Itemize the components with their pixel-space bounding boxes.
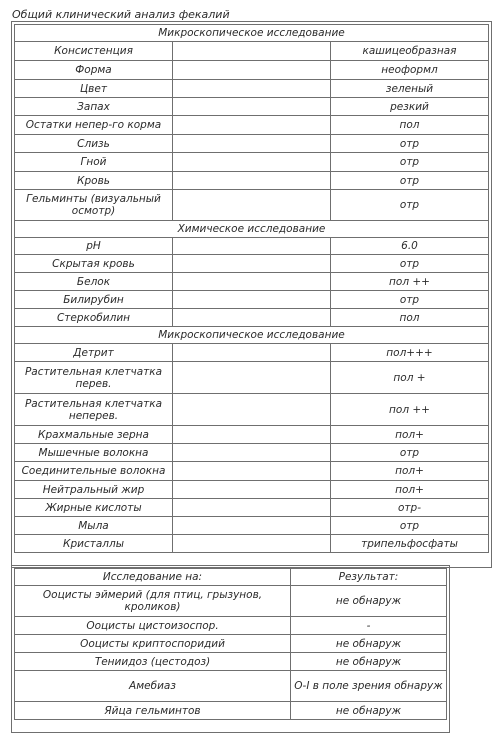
blank-cell	[173, 238, 331, 255]
parameter-name: Детрит	[15, 344, 173, 362]
parameter-value: 6.0	[331, 238, 489, 255]
table-row	[15, 172, 489, 190]
section-heading-row	[15, 327, 489, 344]
research-result: не обнаруж	[291, 653, 447, 671]
parameter-name: Слизь	[15, 135, 173, 153]
table-row	[15, 190, 489, 221]
table-row	[15, 61, 489, 80]
parameter-value: пол ++	[331, 273, 489, 291]
table-row	[15, 153, 489, 172]
parameter-name: Скрытая кровь	[15, 255, 173, 273]
blank-cell	[173, 444, 331, 462]
research-row	[15, 586, 447, 617]
table-row	[15, 394, 489, 426]
research-row	[15, 635, 447, 653]
parameter-name: Билирубин	[15, 291, 173, 309]
parameter-value: зеленый	[331, 80, 489, 98]
section-heading-row	[15, 25, 489, 42]
blank-cell	[173, 291, 331, 309]
parameter-value: отр	[331, 444, 489, 462]
table-row	[15, 462, 489, 481]
parameter-value: пол+	[331, 462, 489, 481]
blank-cell	[173, 98, 331, 116]
parameter-value: трипельфосфаты	[331, 535, 489, 553]
blank-cell	[173, 481, 331, 499]
blank-cell	[173, 462, 331, 481]
blank-cell	[173, 394, 331, 426]
research-name: Тениидоз (цестодоз)	[15, 653, 291, 671]
research-header-left: Исследование на:	[15, 569, 291, 586]
table-row	[15, 444, 489, 462]
parameter-name: Белок	[15, 273, 173, 291]
section-heading: Микроскопическое исследование	[15, 327, 489, 344]
parameter-value: пол+	[331, 481, 489, 499]
parameter-value: кашицеобразная	[331, 42, 489, 61]
parameter-value: пол+++	[331, 344, 489, 362]
table-row	[15, 42, 489, 61]
table-row	[15, 362, 489, 394]
parameter-value: пол +	[331, 362, 489, 394]
research-result: не обнаруж	[291, 702, 447, 720]
blank-cell	[173, 153, 331, 172]
blank-cell	[173, 499, 331, 517]
table-row	[15, 80, 489, 98]
parameter-name: Остатки непер-го корма	[15, 116, 173, 135]
parameter-name: Цвет	[15, 80, 173, 98]
research-result: не обнаруж	[291, 586, 447, 617]
parameter-value: отр	[331, 255, 489, 273]
analysis-table	[14, 24, 489, 553]
table-row	[15, 481, 489, 499]
research-row	[15, 671, 447, 702]
parameter-value: отр-	[331, 499, 489, 517]
parameter-name: Крахмальные зерна	[15, 426, 173, 444]
blank-cell	[173, 309, 331, 327]
parameter-value: отр	[331, 153, 489, 172]
parameter-name: Консистенция	[15, 42, 173, 61]
research-result: не обнаруж	[291, 635, 447, 653]
parameter-value: отр	[331, 135, 489, 153]
blank-cell	[173, 135, 331, 153]
parameter-value: неоформл	[331, 61, 489, 80]
research-name: Амебиаз	[15, 671, 291, 702]
blank-cell	[173, 255, 331, 273]
parameter-value: пол	[331, 309, 489, 327]
table-row	[15, 255, 489, 273]
research-name: Ооцисты криптоспоридий	[15, 635, 291, 653]
blank-cell	[173, 172, 331, 190]
page-title: Общий клинический анализ фекалий	[12, 8, 230, 21]
parameter-name: Соединительные волокна	[15, 462, 173, 481]
table-row	[15, 535, 489, 553]
parameter-name: Кровь	[15, 172, 173, 190]
blank-cell	[173, 273, 331, 291]
research-row	[15, 702, 447, 720]
table-row	[15, 116, 489, 135]
parameter-value: пол ++	[331, 394, 489, 426]
research-result: О-I в поле зрения обнаруж	[291, 671, 447, 702]
research-header-row	[15, 569, 447, 586]
parameter-value: пол+	[331, 426, 489, 444]
parameter-name: Растительная клетчатка неперев.	[15, 394, 173, 426]
parameter-name: Жирные кислоты	[15, 499, 173, 517]
parameter-name: Мыла	[15, 517, 173, 535]
parameter-value: отр	[331, 291, 489, 309]
table-row	[15, 98, 489, 116]
parameter-name: Мышечные волокна	[15, 444, 173, 462]
parameter-value: резкий	[331, 98, 489, 116]
blank-cell	[173, 42, 331, 61]
parameter-name: Кристаллы	[15, 535, 173, 553]
table-row	[15, 426, 489, 444]
research-header-right: Результат:	[291, 569, 447, 586]
parameter-name: Форма	[15, 61, 173, 80]
research-name: Ооцисты эймерий (для птиц, грызунов, кроликов)	[15, 586, 291, 617]
blank-cell	[173, 362, 331, 394]
table-row	[15, 344, 489, 362]
blank-cell	[173, 344, 331, 362]
research-table	[14, 568, 447, 720]
blank-cell	[173, 80, 331, 98]
blank-cell	[173, 426, 331, 444]
research-name: Яйца гельминтов	[15, 702, 291, 720]
table-row	[15, 273, 489, 291]
blank-cell	[173, 190, 331, 221]
table-row	[15, 309, 489, 327]
table-row	[15, 238, 489, 255]
research-row	[15, 617, 447, 635]
parameter-name: Нейтральный жир	[15, 481, 173, 499]
section-heading: Химическое исследование	[15, 221, 489, 238]
research-result: -	[291, 617, 447, 635]
research-row	[15, 653, 447, 671]
parameter-name: Гной	[15, 153, 173, 172]
parameter-name: Запах	[15, 98, 173, 116]
parameter-name: Гельминты (визуальный осмотр)	[15, 190, 173, 221]
table-row	[15, 291, 489, 309]
section-heading-row	[15, 221, 489, 238]
table-row	[15, 517, 489, 535]
blank-cell	[173, 61, 331, 80]
parameter-name: рН	[15, 238, 173, 255]
parameter-name: Стеркобилин	[15, 309, 173, 327]
parameter-value: отр	[331, 172, 489, 190]
blank-cell	[173, 517, 331, 535]
table-row	[15, 499, 489, 517]
blank-cell	[173, 535, 331, 553]
parameter-value: пол	[331, 116, 489, 135]
table-row	[15, 135, 489, 153]
parameter-value: отр	[331, 517, 489, 535]
blank-cell	[173, 116, 331, 135]
section-heading: Микроскопическое исследование	[15, 25, 489, 42]
parameter-value: отр	[331, 190, 489, 221]
parameter-name: Растительная клетчатка перев.	[15, 362, 173, 394]
research-name: Ооцисты цистоизоспор.	[15, 617, 291, 635]
